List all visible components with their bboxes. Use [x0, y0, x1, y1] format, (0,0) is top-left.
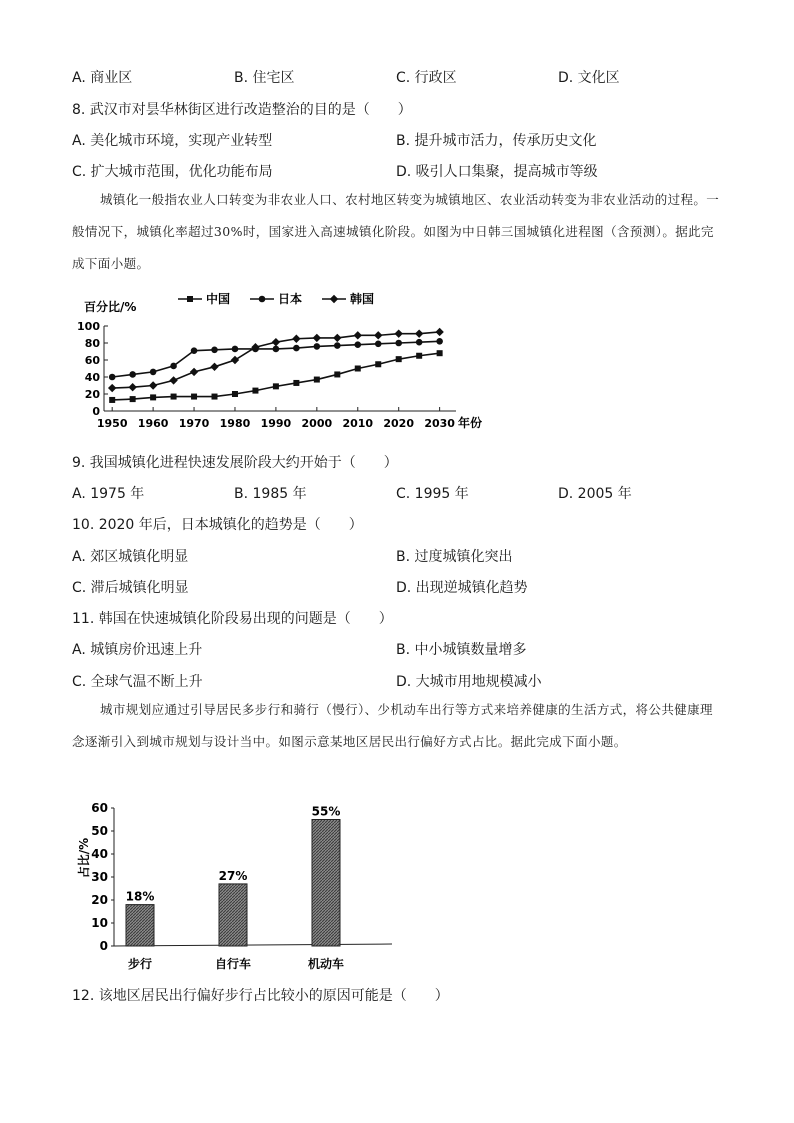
line-chart-x-tick-label: 1970: [178, 417, 210, 430]
bar-chart-y-label: 占比/%: [77, 837, 91, 879]
line-chart-point: [150, 394, 156, 400]
line-chart-point: [375, 361, 381, 367]
q11-option-b: B. 中小城镇数量增多: [396, 642, 527, 658]
line-chart-point: [293, 380, 299, 386]
line-chart-point: [313, 334, 321, 342]
line-chart-point: [129, 371, 136, 378]
q11-option-d: D. 大城市用地规模减小: [396, 674, 542, 690]
q10-option-a: A. 郊区城镇化明显: [72, 549, 189, 565]
bar: [126, 905, 154, 946]
line-chart-point: [436, 338, 443, 345]
line-chart-series-line: [112, 353, 439, 400]
line-chart-point: [395, 340, 402, 347]
line-chart-point: [415, 329, 423, 337]
q9-stem: 9. 我国城镇化进程快速发展阶段大约开始于（ ）: [72, 455, 398, 471]
line-chart-point: [273, 383, 279, 389]
line-chart-point: [394, 329, 402, 337]
q11-option-c: C. 全球气温不断上升: [72, 674, 203, 690]
line-chart-point: [355, 366, 361, 372]
bar-chart-y-tick-label: 50: [91, 824, 108, 838]
line-chart-y-tick-label: 0: [92, 405, 100, 418]
line-chart-y-tick-label: 20: [84, 388, 100, 401]
line-chart-point: [187, 296, 193, 302]
line-chart-point: [231, 356, 239, 364]
line-chart-point: [334, 342, 341, 349]
line-chart-point: [435, 328, 443, 336]
line-chart-x-tick-label: 2020: [383, 417, 415, 430]
bar-category-label: 机动车: [307, 957, 345, 971]
bar-chart-y-tick-label: 0: [99, 939, 108, 953]
bar-data-label: 27%: [218, 868, 248, 883]
line-chart-point: [210, 363, 218, 371]
q12-stem: 12. 该地区居民出行偏好步行占比较小的原因可能是（ ）: [72, 988, 449, 1004]
line-chart-point: [191, 347, 198, 354]
line-chart-point: [191, 394, 197, 400]
q8-option-d: D. 吸引人口集聚，提高城市等级: [396, 164, 598, 180]
legend-label: 韩国: [350, 292, 375, 306]
q8-option-c: C. 扩大城市范围，优化功能布局: [72, 164, 273, 180]
passage-travel-mode: 城市规划应通过引导居民多步行和骑行（慢行）、少机动车出行等方式来培养健康的生活方式，将公共健康理念逐渐引入到城市规划与设计当中。如图示意某地区居民出行偏好方式占比。据此完成下面小题。: [72, 702, 713, 749]
bar-data-label: 55%: [311, 804, 341, 819]
legend-label: 日本: [278, 292, 303, 306]
line-chart-x-tick-label: 2000: [301, 417, 333, 430]
q8-stem: 8. 武汉市对昙华林街区进行改造整治的目的是（ ）: [72, 102, 412, 118]
line-chart-point: [232, 391, 238, 397]
line-chart-point: [130, 396, 136, 402]
line-chart-point: [259, 296, 266, 303]
line-chart-point: [171, 394, 177, 400]
q7-option-d: D. 文化区: [558, 70, 620, 86]
legend-label: 中国: [206, 292, 231, 306]
travel-mode-bar-chart: [70, 796, 400, 976]
line-chart-point: [128, 383, 136, 391]
line-chart-point: [292, 335, 300, 343]
line-chart-point: [108, 384, 116, 392]
line-chart-x-label: 年份: [458, 416, 483, 430]
q9-option-d: D. 2005 年: [558, 486, 632, 502]
urbanization-line-chart: [60, 288, 500, 436]
line-chart-point: [333, 334, 341, 342]
line-chart-x-tick-label: 2030: [424, 417, 455, 430]
line-chart-y-tick-label: 80: [84, 337, 100, 350]
line-chart-point: [149, 381, 157, 389]
line-chart-point: [232, 346, 239, 353]
bar-category-label: 自行车: [214, 957, 252, 971]
q10-stem: 10. 2020 年后，日本城镇化的趋势是（ ）: [72, 517, 363, 533]
line-chart-x-tick-label: 1960: [137, 417, 169, 430]
q11-stem: 11. 韩国在快速城镇化阶段易出现的问题是（ ）: [72, 611, 393, 627]
line-chart-x-tick-label: 1980: [219, 417, 251, 430]
line-chart-point: [375, 341, 382, 348]
line-chart-point: [272, 338, 280, 346]
line-chart-point: [396, 356, 402, 362]
line-chart-point: [169, 376, 177, 384]
line-chart-y-tick-label: 60: [84, 354, 100, 367]
line-chart-point: [273, 346, 280, 353]
q9-option-b: B. 1985 年: [234, 486, 307, 502]
line-chart-point: [190, 368, 198, 376]
line-chart-point: [437, 350, 443, 356]
q7-option-c: C. 行政区: [396, 70, 457, 86]
line-chart-point: [212, 394, 218, 400]
line-chart-point: [109, 397, 115, 403]
bar-chart-x-axis: [114, 944, 392, 946]
line-chart-point: [293, 345, 300, 352]
q11-option-a: A. 城镇房价迅速上升: [72, 642, 203, 658]
line-chart-x-tick-label: 2010: [342, 417, 374, 430]
line-chart-point: [334, 371, 340, 377]
line-chart-point: [150, 369, 157, 376]
q10-option-d: D. 出现逆城镇化趋势: [396, 580, 528, 596]
q8-option-a: A. 美化城市环境，实现产业转型: [72, 133, 273, 149]
line-chart-point: [109, 374, 116, 381]
line-chart-point: [330, 295, 338, 303]
bar-chart-y-tick-label: 40: [91, 847, 108, 861]
q7-option-a: A. 商业区: [72, 70, 133, 86]
passage-urbanization: 城镇化一般指农业人口转变为非农业人口、农村地区转变为城镇地区、农业活动转变为非农业活动的过程。一般情况下，城镇化率超过30%时，国家进入高速城镇化阶段。如图为中日韩三国城镇化进程图（含预测）。据此完成下面小题。: [72, 192, 720, 271]
bar-category-label: 步行: [127, 957, 153, 971]
bar-chart-y-tick-label: 20: [91, 893, 108, 907]
line-chart-point: [314, 343, 321, 350]
q10-option-b: B. 过度城镇化突出: [396, 549, 513, 565]
line-chart-point: [314, 377, 320, 383]
line-chart-x-tick-label: 1990: [260, 417, 292, 430]
bar-chart-y-tick-label: 60: [91, 801, 108, 815]
bar-chart-y-tick-label: 10: [91, 916, 108, 930]
line-chart-x-tick-label: 1950: [96, 417, 128, 430]
line-chart-point: [374, 331, 382, 339]
line-chart-point: [252, 388, 258, 394]
line-chart-y-tick-label: 40: [84, 371, 100, 384]
line-chart-point: [416, 339, 423, 346]
line-chart-y-tick-label: 100: [77, 320, 100, 333]
line-chart-y-label: 百分比/%: [84, 300, 137, 314]
line-chart-point: [170, 363, 177, 370]
q9-option-a: A. 1975 年: [72, 486, 145, 502]
q8-option-b: B. 提升城市活力，传承历史文化: [396, 133, 597, 149]
line-chart-point: [416, 353, 422, 359]
q9-option-c: C. 1995 年: [396, 486, 469, 502]
line-chart-point: [354, 331, 362, 339]
bar-data-label: 18%: [125, 889, 155, 904]
q7-option-b: B. 住宅区: [234, 70, 295, 86]
q10-option-c: C. 滞后城镇化明显: [72, 580, 189, 596]
bar: [312, 820, 340, 947]
line-chart-point: [211, 347, 218, 354]
bar: [219, 884, 247, 946]
bar-chart-y-tick-label: 30: [91, 870, 108, 884]
line-chart-point: [354, 341, 361, 348]
